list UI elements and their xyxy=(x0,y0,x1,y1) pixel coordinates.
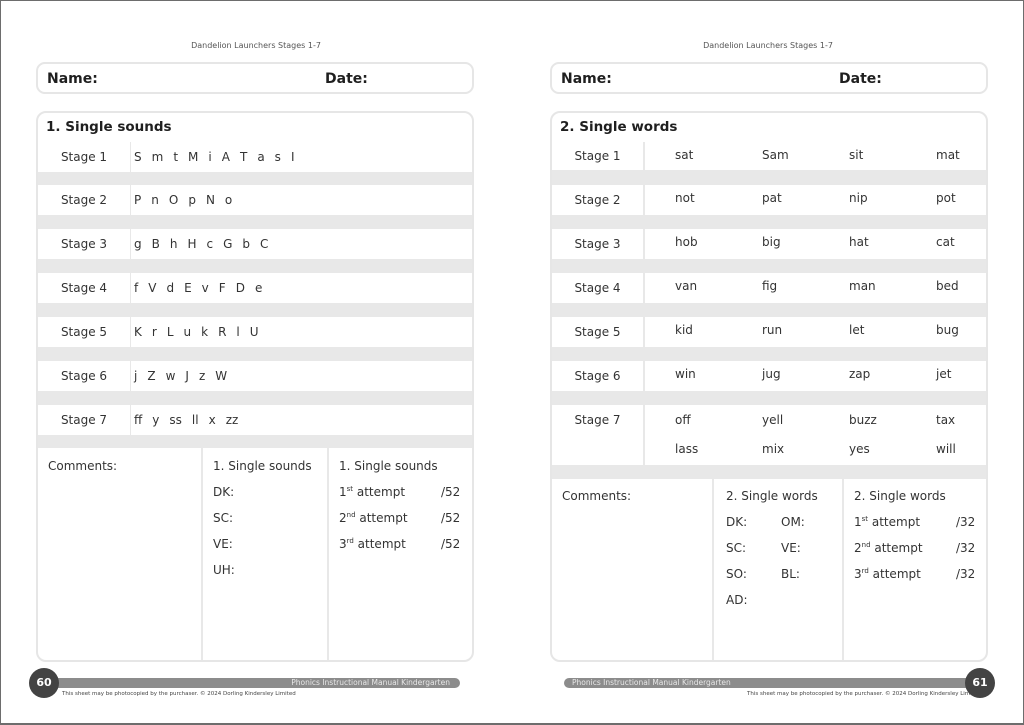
right-page xyxy=(512,0,1024,724)
word-item: nip xyxy=(849,191,868,205)
code-label: VE: xyxy=(781,541,801,555)
word-item: mat xyxy=(936,148,960,162)
attempt-number: 3 xyxy=(339,537,347,551)
stage-letters xyxy=(131,361,472,391)
letter-item: C xyxy=(260,237,269,251)
comments-label: Comments: xyxy=(562,489,632,503)
letter-item: r xyxy=(151,325,157,339)
stage-label: Stage 7 xyxy=(38,405,130,435)
word-item: fig xyxy=(762,279,778,293)
name-label: Name: xyxy=(561,71,612,87)
stage-label: Stage 5 xyxy=(552,317,643,347)
letter-item: Z xyxy=(147,369,156,383)
stage-words xyxy=(645,317,986,347)
attempt-suffix: st xyxy=(861,515,869,523)
attempts-title: 2. Single words xyxy=(854,489,946,503)
word-item: yes xyxy=(849,442,870,456)
letter-item: V xyxy=(148,281,157,295)
codes-box xyxy=(203,448,327,660)
attempt-score: /52 xyxy=(441,485,461,499)
letter-item: o xyxy=(224,193,233,207)
attempt-suffix: rd xyxy=(346,537,354,545)
stage-row xyxy=(38,317,472,347)
letter-item: v xyxy=(201,281,209,295)
word-item: bed xyxy=(936,279,959,293)
letter-item: n xyxy=(151,193,159,207)
letter-item: t xyxy=(173,150,179,164)
attempt-label: attempt xyxy=(359,511,408,525)
comments-box[interactable] xyxy=(552,479,712,660)
word-item: jug xyxy=(762,367,781,381)
letter-item: T xyxy=(239,150,248,164)
letter-item: c xyxy=(206,237,214,251)
letter-item: J xyxy=(185,369,189,383)
code-label: SC: xyxy=(213,511,234,525)
letter-item: O xyxy=(168,193,179,207)
letter-item: W xyxy=(215,369,228,383)
letter-item: F xyxy=(218,281,226,295)
letter-item: z xyxy=(198,369,206,383)
attempt-number: 3 xyxy=(854,567,862,581)
stage-letters xyxy=(131,405,472,435)
word-item: kid xyxy=(675,323,693,337)
attempts-box xyxy=(329,448,472,660)
stage-row xyxy=(552,185,986,215)
stage-row xyxy=(38,185,472,215)
word-item: pat xyxy=(762,191,782,205)
stage-row xyxy=(38,142,472,172)
stage-label: Stage 3 xyxy=(552,229,643,259)
footer-title: Phonics Instructional Manual Kindergarten xyxy=(291,678,450,687)
stage-row xyxy=(38,229,472,259)
stage-words xyxy=(645,229,986,259)
word-item: Sam xyxy=(762,148,789,162)
word-item: hob xyxy=(675,235,698,249)
single-sounds-card xyxy=(36,111,474,662)
letter-item: B xyxy=(151,237,160,251)
word-item: bug xyxy=(936,323,959,337)
section-title: 1. Single sounds xyxy=(38,113,472,142)
letter-item: ll xyxy=(191,413,199,427)
date-label: Date: xyxy=(839,71,882,87)
attempt-line xyxy=(854,567,921,581)
stage-row xyxy=(552,317,986,347)
code-label: VE: xyxy=(213,537,233,551)
attempt-suffix: rd xyxy=(861,567,869,575)
attempt-score: /52 xyxy=(441,511,461,525)
attempt-label: attempt xyxy=(874,541,923,555)
code-label: BL: xyxy=(781,567,800,581)
word-item: yell xyxy=(762,413,784,427)
section-title: 2. Single words xyxy=(552,113,986,142)
letter-item: R xyxy=(218,325,227,339)
stage-row xyxy=(552,273,986,303)
stage-label: Stage 6 xyxy=(552,361,643,391)
word-item: man xyxy=(849,279,876,293)
attempt-line xyxy=(854,541,923,555)
stage-row xyxy=(38,273,472,303)
letter-item: S xyxy=(134,150,142,164)
word-item: let xyxy=(849,323,865,337)
word-item: lass xyxy=(675,442,699,456)
letter-item: zz xyxy=(225,413,239,427)
letter-item: A xyxy=(221,150,230,164)
code-label: AD: xyxy=(726,593,748,607)
assessment-section xyxy=(38,448,472,660)
running-head: Dandelion Launchers Stages 1-7 xyxy=(703,41,833,50)
code-label: DK: xyxy=(726,515,748,529)
stage-words xyxy=(645,185,986,215)
word-item: mix xyxy=(762,442,785,456)
word-item: tax xyxy=(936,413,956,427)
stage-label: Stage 3 xyxy=(38,229,130,259)
letter-item: y xyxy=(152,413,160,427)
attempt-label: attempt xyxy=(872,567,921,581)
letter-item: g xyxy=(134,237,142,251)
letter-item: u xyxy=(183,325,192,339)
letter-item: w xyxy=(165,369,176,383)
stage-label: Stage 5 xyxy=(38,317,130,347)
stage-label: Stage 6 xyxy=(38,361,130,391)
attempt-label: attempt xyxy=(356,485,406,499)
word-item: hat xyxy=(849,235,869,249)
codes-title: 2. Single words xyxy=(726,489,818,503)
letter-item: ff xyxy=(134,413,143,427)
letter-item: L xyxy=(166,325,174,339)
attempt-label: attempt xyxy=(357,537,406,551)
word-item: off xyxy=(675,413,691,427)
page-number: 61 xyxy=(965,668,995,698)
left-page xyxy=(0,0,512,724)
word-item: not xyxy=(675,191,695,205)
comments-label: Comments: xyxy=(48,459,118,473)
letter-item: k xyxy=(201,325,209,339)
attempt-suffix: st xyxy=(346,485,354,493)
attempt-score: /52 xyxy=(441,537,461,551)
code-label: OM: xyxy=(781,515,805,529)
word-item: sit xyxy=(849,148,864,162)
attempts-box xyxy=(844,479,986,660)
stage-letters xyxy=(131,317,472,347)
attempt-number: 2 xyxy=(339,511,347,525)
stage-label: Stage 2 xyxy=(552,185,643,215)
stage-words xyxy=(645,273,986,303)
footer-bar xyxy=(564,678,980,688)
codes-box xyxy=(714,479,842,660)
letter-item: P xyxy=(134,193,142,207)
stage-label: Stage 1 xyxy=(38,142,130,172)
letter-item: l xyxy=(236,325,240,339)
word-item: sat xyxy=(675,148,694,162)
stage-row xyxy=(552,229,986,259)
attempt-number: 1 xyxy=(339,485,347,499)
word-item: pot xyxy=(936,191,956,205)
word-item: win xyxy=(675,367,696,381)
word-item: buzz xyxy=(849,413,877,427)
copyright-note: This sheet may be photocopied by the purchaser. © 2024 Dorling Kindersley Limited xyxy=(747,691,981,697)
attempt-suffix: nd xyxy=(861,541,871,549)
page-number: 60 xyxy=(29,668,59,698)
letter-item: s xyxy=(274,150,281,164)
attempt-number: 1 xyxy=(854,515,862,529)
comments-box[interactable] xyxy=(38,448,201,660)
attempt-line xyxy=(854,515,920,529)
attempt-line xyxy=(339,537,406,551)
letter-item: i xyxy=(208,150,212,164)
attempt-score: /32 xyxy=(956,541,976,555)
stage-letters xyxy=(131,185,472,215)
letter-item: x xyxy=(208,413,216,427)
stage-row xyxy=(552,405,986,465)
stage-words xyxy=(645,405,986,465)
stage-label: Stage 7 xyxy=(552,405,643,465)
word-item: big xyxy=(762,235,781,249)
codes-title: 1. Single sounds xyxy=(213,459,312,473)
letter-item: K xyxy=(134,325,142,339)
letter-item: p xyxy=(188,193,196,207)
letter-item: j xyxy=(134,369,138,383)
copyright-note: This sheet may be photocopied by the purchaser. © 2024 Dorling Kindersley Limited xyxy=(62,691,296,697)
letter-item: f xyxy=(134,281,139,295)
name-date-box xyxy=(36,62,474,94)
attempt-label: attempt xyxy=(871,515,921,529)
stage-letters xyxy=(131,273,472,303)
name-date-box xyxy=(550,62,988,94)
stage-row xyxy=(552,142,986,170)
letter-item: U xyxy=(249,325,259,339)
attempt-line xyxy=(339,511,408,525)
letter-item: b xyxy=(242,237,251,251)
letter-item: h xyxy=(169,237,178,251)
letter-item: N xyxy=(205,193,215,207)
word-item: will xyxy=(936,442,956,456)
stage-row xyxy=(38,361,472,391)
attempt-score: /32 xyxy=(956,567,976,581)
footer-title: Phonics Instructional Manual Kindergarten xyxy=(572,678,731,687)
attempt-score: /32 xyxy=(956,515,976,529)
attempt-suffix: nd xyxy=(346,511,356,519)
code-label: DK: xyxy=(213,485,235,499)
letter-item: D xyxy=(235,281,245,295)
attempts-title: 1. Single sounds xyxy=(339,459,438,473)
attempt-number: 2 xyxy=(854,541,862,555)
word-item: van xyxy=(675,279,698,293)
letter-item: ss xyxy=(169,413,182,427)
stage-words xyxy=(645,361,986,391)
stage-words xyxy=(645,142,986,170)
stage-letters xyxy=(131,142,472,172)
stage-letters xyxy=(131,229,472,259)
code-label: SC: xyxy=(726,541,747,555)
stage-label: Stage 1 xyxy=(552,142,643,170)
word-item: zap xyxy=(849,367,871,381)
code-label: SO: xyxy=(726,567,747,581)
single-words-card xyxy=(550,111,988,662)
word-item: jet xyxy=(936,367,952,381)
letter-item: d xyxy=(166,281,175,295)
code-label: UH: xyxy=(213,563,235,577)
letter-item: m xyxy=(151,150,164,164)
attempt-line xyxy=(339,485,405,499)
stage-label: Stage 4 xyxy=(552,273,643,303)
word-item: cat xyxy=(936,235,955,249)
name-label: Name: xyxy=(47,71,98,87)
letter-item: a xyxy=(257,150,265,164)
stage-row xyxy=(552,361,986,391)
stage-label: Stage 4 xyxy=(38,273,130,303)
date-label: Date: xyxy=(325,71,368,87)
footer-bar xyxy=(44,678,460,688)
stage-row xyxy=(38,405,472,435)
word-item: run xyxy=(762,323,783,337)
letter-item: H xyxy=(187,237,197,251)
letter-item: E xyxy=(184,281,192,295)
letter-item: G xyxy=(223,237,233,251)
stage-label: Stage 2 xyxy=(38,185,130,215)
letter-item: e xyxy=(254,281,263,295)
letter-item: M xyxy=(188,150,199,164)
assessment-section xyxy=(552,479,986,660)
letter-item: I xyxy=(290,150,295,164)
running-head: Dandelion Launchers Stages 1-7 xyxy=(191,41,321,50)
